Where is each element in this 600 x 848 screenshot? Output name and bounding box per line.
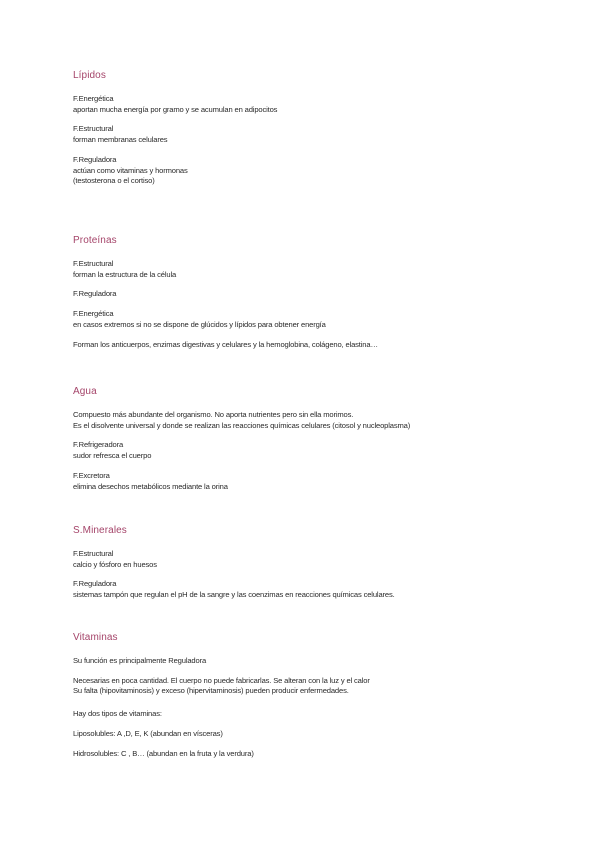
label-line: F.Estructural [73, 124, 114, 134]
text-block [73, 471, 410, 492]
text-line: sudor refresca el cuerpo [73, 451, 152, 461]
section-vitaminas [73, 632, 370, 768]
label-line: F.Estructural [73, 549, 114, 558]
text-line: Forman los anticuerpos, enzimas digestivas y celulares y la hemoglobina, colágeno, elastina… [73, 339, 378, 349]
text-line: Necesarias en poca cantidad. El cuerpo no puede fabricarlas. Se alteran con la luz y el calor [73, 675, 370, 685]
text-block [73, 440, 410, 461]
label-line: F.Reguladora [73, 154, 117, 164]
text-line: forman la estructura de la célula [73, 269, 177, 279]
text-line: (testosterona o el cortiso) [73, 176, 155, 186]
text-line: calcio y fósforo en huesos [73, 559, 157, 569]
label-line: F.Reguladora [73, 289, 117, 299]
text-line: sistemas tampón que regulan el pH de la sangre y las coenzimas en reacciones químicas celulares. [73, 590, 395, 600]
text-line: forman membranas celulares [73, 135, 168, 145]
text-line: Es el disolvente universal y donde se realizan las reacciones químicas celulares (citosol y nucleoplasma) [73, 420, 411, 430]
section-lipidos [73, 70, 277, 196]
text-line: Hay dos tipos de vitaminas: [73, 709, 162, 719]
text-block [73, 749, 370, 760]
text-block [73, 94, 277, 115]
text-block [73, 155, 277, 187]
label-line: F.Excretora [73, 470, 110, 480]
label-line: F.Refrigeradora [73, 440, 124, 450]
text-block [73, 340, 378, 351]
text-line: aportan mucha energía por gramo y se acumulan en adipocitos [73, 104, 278, 114]
section-heading: Vitaminas [73, 632, 118, 643]
text-line: elimina desechos metabólicos mediante la orina [73, 481, 228, 491]
text-line: en casos extremos si no se dispone de glúcidos y lípidos para obtener energía [73, 319, 326, 329]
text-block [73, 579, 395, 600]
text-line: Compuesto más abundante del organismo. No aporta nutrientes pero sin ella morimos. [73, 410, 354, 419]
text-block [73, 729, 370, 740]
text-block [73, 259, 378, 280]
section-agua [73, 386, 410, 501]
section-heading: Agua [73, 386, 97, 397]
text-line: Su falta (hipovitaminosis) y exceso (hipervitaminosis) pueden producir enfermedades. [73, 686, 349, 696]
section-proteinas [73, 235, 378, 359]
section-heading: Lípidos [73, 70, 106, 81]
text-line: Su función es principalmente Reguladora [73, 656, 207, 665]
text-block [73, 709, 370, 720]
text-block [73, 289, 378, 300]
text-block [73, 124, 277, 145]
text-block [73, 549, 395, 570]
text-block [73, 309, 378, 330]
section-minerales [73, 525, 395, 610]
label-line: F.Energética [73, 94, 114, 103]
section-heading: Proteínas [73, 235, 117, 246]
label-line: F.Energética [73, 309, 114, 319]
text-line: actúan como vitaminas y hormonas [73, 165, 188, 175]
section-heading: S.Minerales [73, 525, 127, 536]
text-block [73, 676, 370, 697]
label-line: F.Reguladora [73, 579, 117, 589]
text-line: Hidrosolubles: C , B… (abundan en la fruta y la verdura) [73, 748, 254, 758]
label-line: F.Estructural [73, 259, 114, 268]
text-block [73, 410, 410, 431]
text-line: Liposolubles: A ,D, E, K (abundan en vísceras) [73, 728, 223, 738]
text-block [73, 656, 370, 667]
